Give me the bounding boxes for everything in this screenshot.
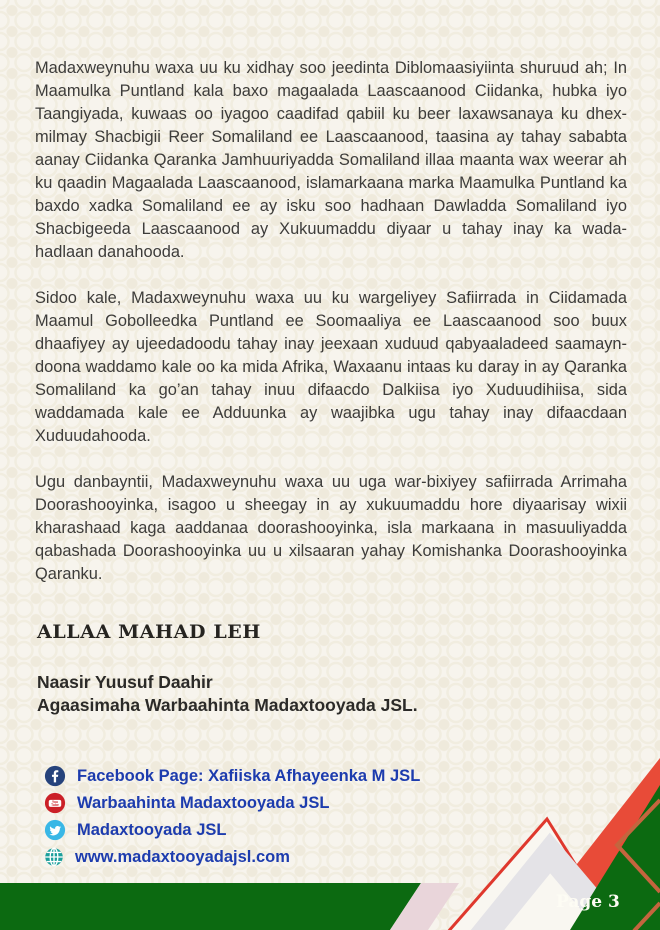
signature-block [37,671,627,717]
press-release-body [35,57,627,717]
footer-band [0,883,421,930]
social-label-twitter: Madaxtooyada JSL [77,821,227,839]
svg-text:You: You [52,800,58,805]
social-label-website: www.madaxtooyadajsl.com [75,848,290,866]
paragraph-3: Ugu danbayntii, Madaxweynuhu waxa uu uga war-bixiyey safiirrada Arrimaha Doorashooyinka, isagoo u sheegay in ay xukuumaddu hore diyaarisay wixii kharashaad kaga aaddanaa doorashooyinka, isla markaana in masuuliyadda qabashada Doorashooyinka uu u xilsaaran yahay Komishanka Doorashooyinka Qaranku. [35,473,627,583]
social-label-youtube: Warbaahinta Madaxtooyada JSL [77,794,330,812]
footer-decoration [0,730,660,930]
paragraph-2: Sidoo kale, Madaxweynuhu waxa uu ku wargeliyey Safiirrada in Ciidamada Maamul Gobolleedka Puntland ee Soomaaliya ee Laascaanood soo buux dhaafiyey ay ujeedadoodu tahay inay jeexaan xuduud qabyaaladeed saamayn-doona waddamo kale oo ka mida Afrika, Waxaanu intaas ku daray in ay Qaranka Somaliland ka go’an tahay inuu difaacdo Dalkiisa iyo Xuduudihiisa, sida waddamada kale ee Adduunka ay waajibka ugu tahay inay difaacdaan Xuduudahooda. [35,289,627,445]
svg-text:Tube: Tube [51,803,59,808]
social-label-facebook: Facebook Page: Xafiiska Afhayeenka M JSL [77,767,421,785]
closing-heading: ALLAA MAHAD LEH [37,621,261,643]
paragraph-1: Madaxweynuhu waxa uu ku xidhay soo jeedinta Diblomaasiyiinta shuruud ah; In Maamulka Puntland kala baxo magaalada Laascaanood Ciidanka, hubka iyo Taangiyada, kuwaas oo iyagoo caadifad qabiil ku beer laxawsanaya ku dhex-milmay Shacbigii Reer Somaliland ee Laascaanood, taasina ay tahay sababta aanay Ciidanka Qaranka Jamhuuriyadda Somaliland illaa maanta wax weerar ah ku qaadin Magaalada Laascaanood, islamarkaana marka Maamulka Puntland ka baxdo xadka Somaliland ee ay isku soo hadhaan Dawladda Somaliland iyo Shacbigeeda Laascaanood ay Xukuumaddu diyaar u tahay inay ka wada-hadlaan danahooda. [35,59,627,261]
signature-name: Naasir Yuusuf Daahir [37,672,213,692]
signature-title: Agaasimaha Warbaahinta Madaxtooyada JSL. [37,695,418,715]
page-number: Page 3 [556,892,620,912]
